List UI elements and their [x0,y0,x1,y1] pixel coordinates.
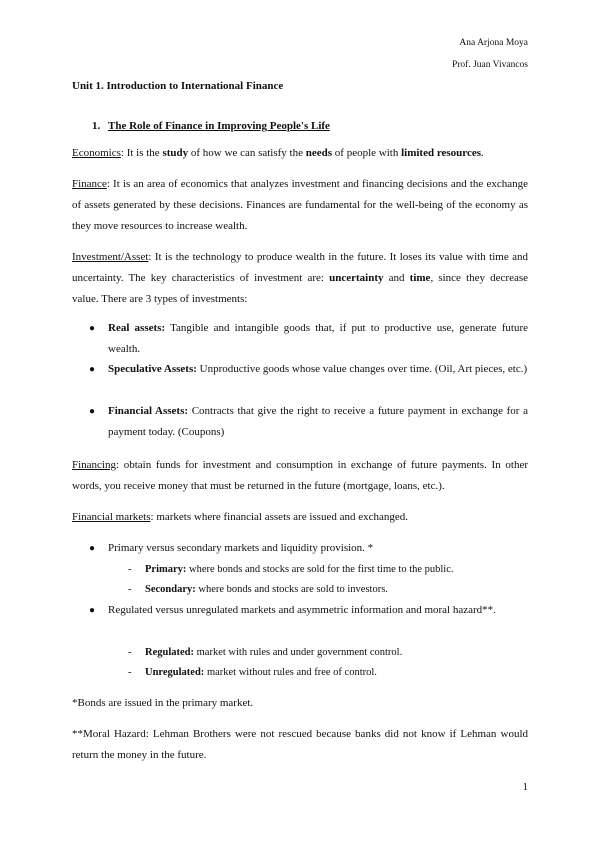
finance-term: Finance [72,178,107,190]
financing-text: : obtain funds for investment and consumption in exchange of future payments. In other words, you receive money that must be returned in the future (mortgage, loans, etc.). [72,459,528,492]
economics-bold-needs: needs [305,147,333,159]
moral-hazard-note: **Moral Hazard: Lehman Brothers were not rescued because banks did not know if Lehman would return the money in the future. [72,728,528,761]
section-number: 1. [92,120,101,132]
economics-text-4: . [481,147,484,159]
economics-text-3: of people with [332,147,402,159]
list-item-regulated-unregulated [89,600,528,621]
sub-text: where bonds and stocks are sold to investors. [195,584,388,595]
sub-label: Secondary: [145,584,196,595]
item-text: Tangible and intangible goods that, if put to productive use, generate future wealth. [108,322,528,355]
unit-title: Unit 1. Introduction to International Finance [72,80,284,92]
sub-text: market without rules and free of control. [204,667,377,678]
list-item-financial-assets [89,401,528,443]
bonds-note: *Bonds are issued in the primary market. [72,697,254,709]
finance-text: : It is an area of economics that analyzes investment and financing decisions and the exchange of assets generated by these decisions. Finances are fundamental for the well-being of the economy as they move resources to increase wealth. [72,178,528,232]
bullet-icon: ● [89,323,96,334]
list-item-real-assets [89,318,528,360]
finance-paragraph [72,174,528,237]
dash-icon: - [128,667,132,678]
bullet-icon: ● [89,543,96,554]
investment-bold-uncertainty: uncertainty [329,272,384,284]
sub-label: Unregulated: [145,667,205,678]
investment-bold-time: time [409,272,431,284]
header-professor: Prof. Juan Vivancos [451,60,528,70]
item-label: Speculative Assets: [108,363,197,375]
sub-text: market with rules and under government control. [194,647,403,658]
item-label: Real assets: [108,322,166,334]
investment-text-2: and [383,272,410,284]
item-text: Regulated versus unregulated markets and asymmetric information and moral hazard**. [108,604,496,616]
economics-paragraph [72,143,528,164]
dash-icon: - [128,584,132,595]
financing-term: Financing [72,459,116,471]
list-item-speculative-assets [89,359,528,380]
item-text: Contracts that give the right to receive a future payment in exchange for a payment today. (Coupons) [108,405,528,438]
investment-paragraph [72,247,528,310]
item-label: Financial Assets: [108,405,189,417]
bullet-icon: ● [89,364,96,375]
markets-text: : markets where financial assets are issued and exchanged. [150,511,408,523]
sub-label: Primary: [145,564,187,575]
bullet-icon: ● [89,406,96,417]
header-author: Ana Arjona Moya [459,38,528,48]
dash-icon: - [128,647,132,658]
financing-paragraph [72,455,528,497]
section-title: The Role of Finance in Improving People's Life [108,120,330,132]
sub-text: where bonds and stocks are sold for the first time to the public. [186,564,454,575]
investment-text-3: , since they decrease value. There are 3 types of investments: [72,272,529,305]
sub-item-unregulated [128,662,528,683]
sub-item-primary [128,559,528,580]
investment-text-1: : It is the technology to produce wealth in the future. It loses its value with time and uncertainty. The key characteristics of investment are: [72,251,528,284]
economics-bold-resources: limited resources [401,147,482,159]
economics-text-1: : It is the [120,147,163,159]
sub-item-secondary [128,579,528,600]
investment-term: Investment/Asset [72,251,149,263]
sub-label: Regulated: [145,647,194,658]
item-text: Unproductive goods whose value changes over time. (Oil, Art pieces, etc.) [196,363,528,375]
markets-paragraph [72,507,528,528]
economics-text-2: of how we can satisfy the [188,147,306,159]
bullet-icon: ● [89,605,96,616]
economics-term: Economics [72,147,121,159]
section-heading [92,120,330,132]
dash-icon: - [128,564,132,575]
list-item-primary-secondary [89,538,528,559]
item-text: Primary versus secondary markets and liquidity provision. * [108,542,374,554]
economics-bold-study: study [162,147,189,159]
markets-term: Financial markets [72,511,151,523]
page-number: 1 [522,781,528,793]
sub-item-regulated [128,642,528,663]
